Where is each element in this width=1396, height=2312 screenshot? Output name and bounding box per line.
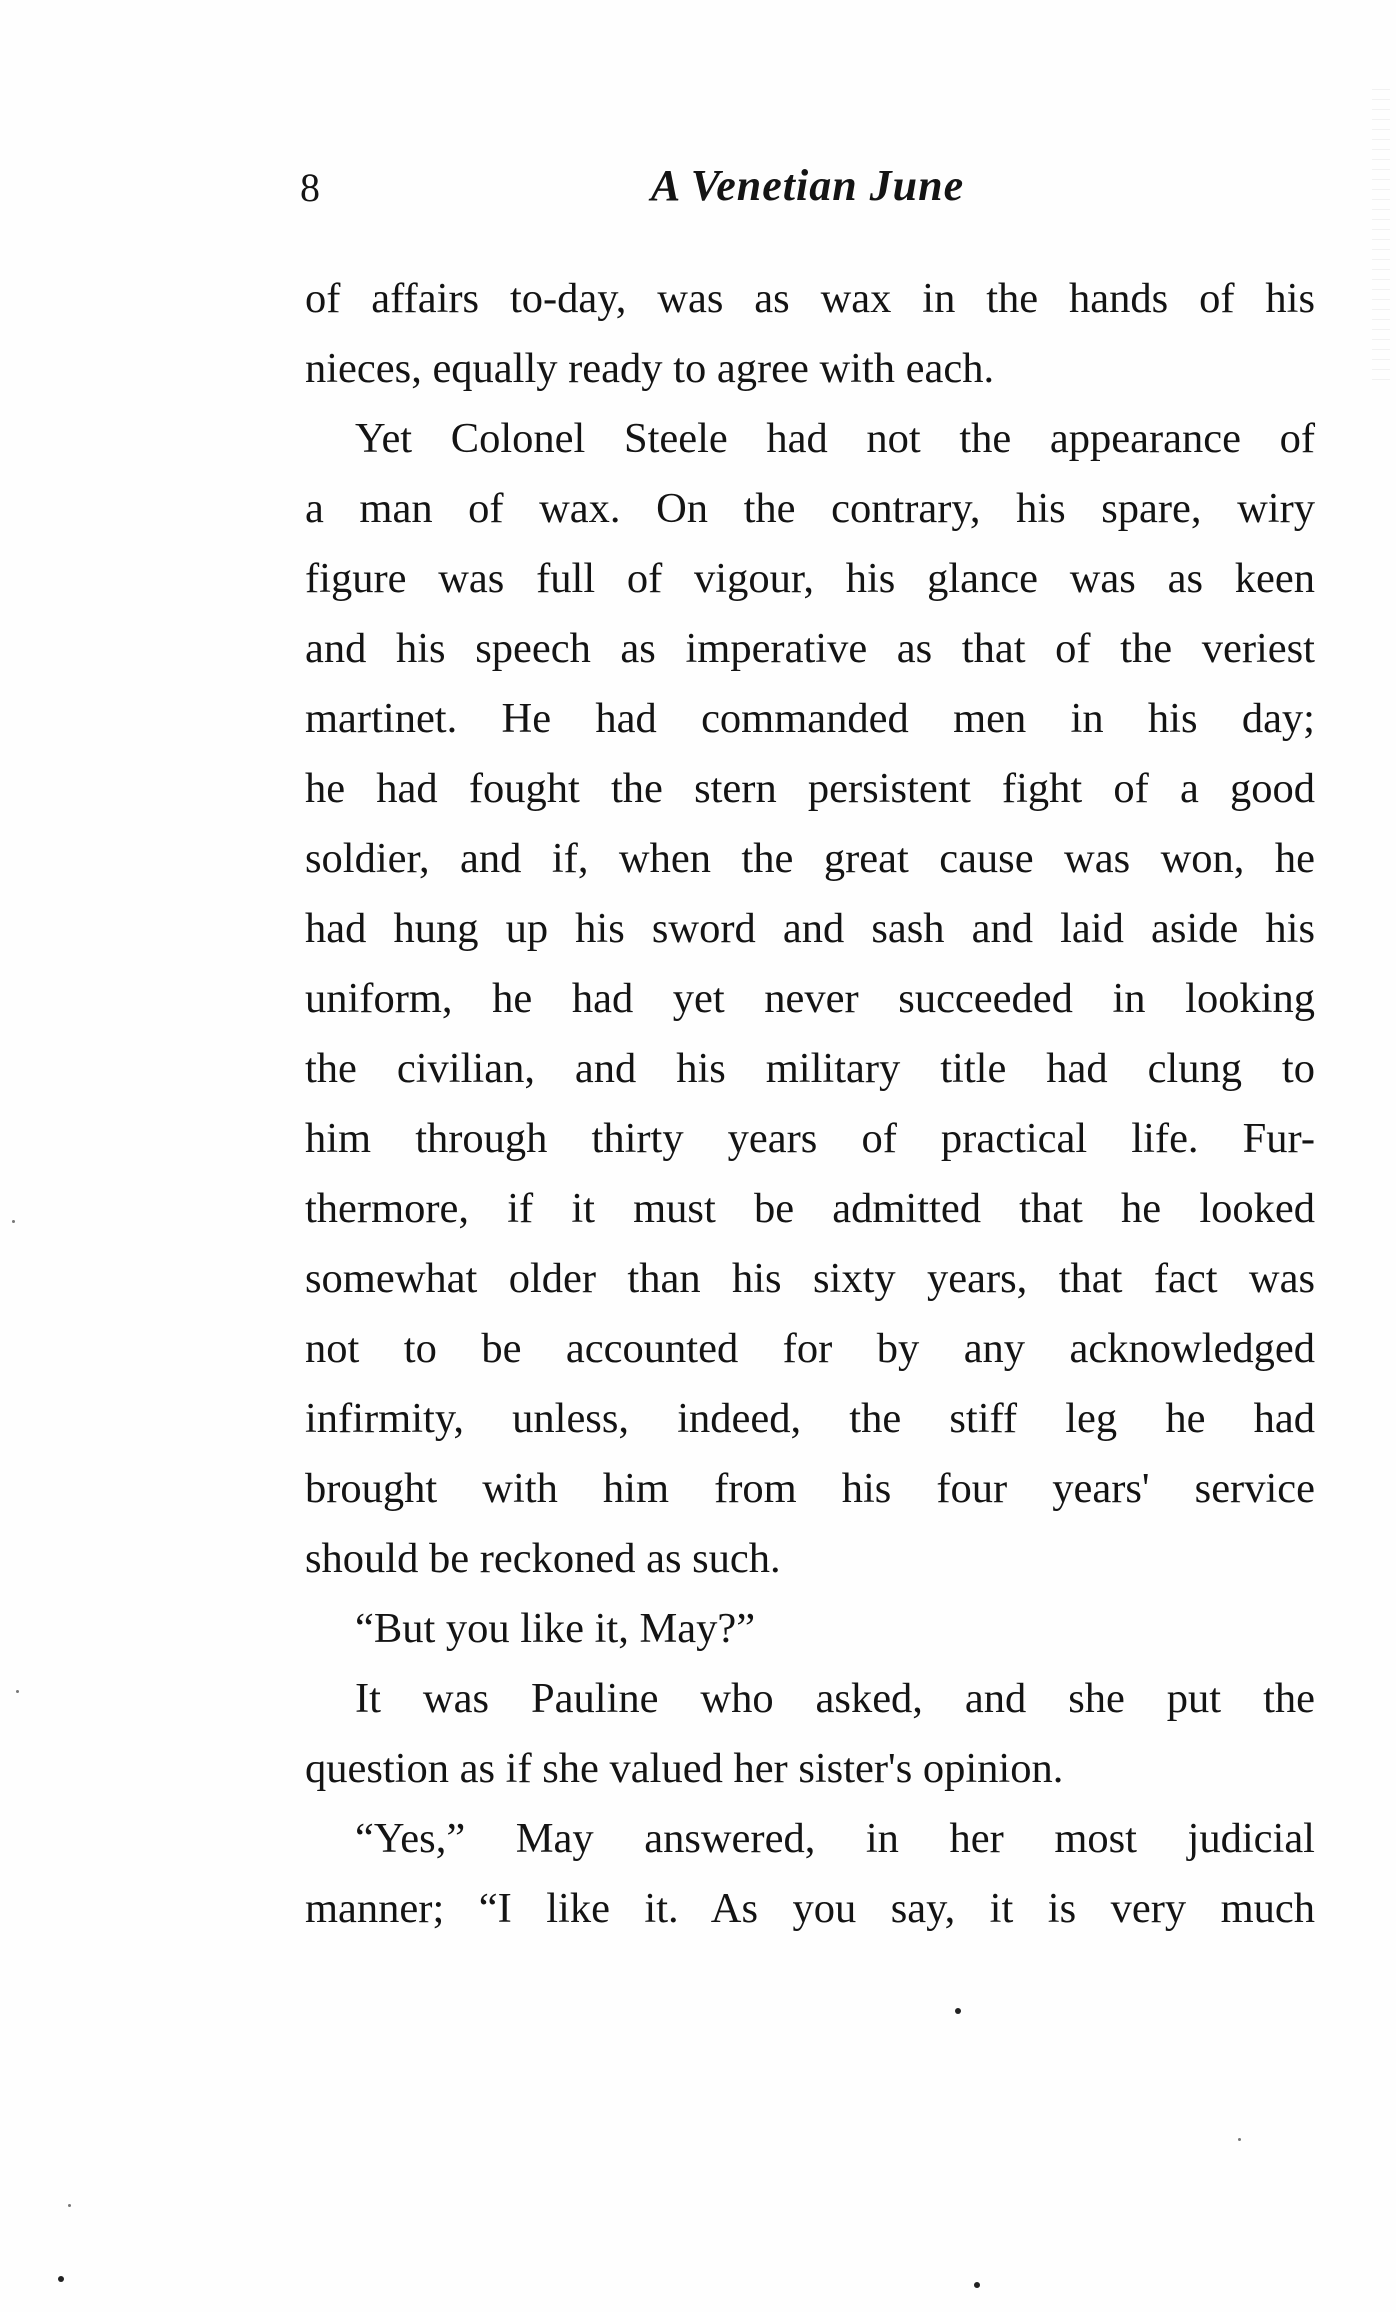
- text-line: of affairs to-day, was as wax in the hands of his: [305, 275, 1315, 322]
- ink-speck: [58, 2276, 64, 2282]
- page-number: 8: [300, 165, 320, 210]
- text-line: thermore, if it must be admitted that he looked: [305, 1185, 1315, 1232]
- ink-speck: [1238, 2138, 1241, 2141]
- ink-speck: [16, 1690, 19, 1693]
- text-line: he had fought the stern persistent fight of a good: [305, 765, 1315, 812]
- paragraph-first-line: It was Pauline who asked, and she put the: [355, 1675, 1315, 1722]
- page-header: [300, 160, 1315, 220]
- text-line: and his speech as imperative as that of the veriest: [305, 625, 1315, 672]
- text-line: manner; “I like it. As you say, it is very much: [305, 1885, 1315, 1932]
- running-title: A Venetian June: [650, 161, 965, 210]
- text-line: uniform, he had yet never succeeded in looking: [305, 975, 1315, 1022]
- text-line: question as if she valued her sister's opinion.: [305, 1745, 1064, 1792]
- page-edge-texture: [1372, 80, 1390, 380]
- paragraph-first-line: Yet Colonel Steele had not the appearance of: [355, 415, 1315, 462]
- ink-speck: [955, 2008, 961, 2014]
- text-line: the civilian, and his military title had clung to: [305, 1045, 1315, 1092]
- text-line: nieces, equally ready to agree with each.: [305, 345, 995, 392]
- text-line: brought with him from his four years' service: [305, 1465, 1315, 1512]
- paragraph-first-line: “But you like it, May?”: [355, 1605, 756, 1652]
- text-line: figure was full of vigour, his glance was as keen: [305, 555, 1315, 602]
- ink-speck: [68, 2204, 71, 2207]
- text-line: had hung up his sword and sash and laid aside his: [305, 905, 1315, 952]
- text-line: infirmity, unless, indeed, the stiff leg he had: [305, 1395, 1315, 1442]
- body-text: [305, 264, 1315, 1944]
- ink-speck: [12, 1220, 15, 1223]
- text-line: martinet. He had commanded men in his day;: [305, 695, 1315, 742]
- text-line: should be reckoned as such.: [305, 1535, 781, 1582]
- text-line: a man of wax. On the contrary, his spare, wiry: [305, 485, 1315, 532]
- ink-speck: [974, 2282, 980, 2288]
- text-line: not to be accounted for by any acknowledged: [305, 1325, 1315, 1372]
- text-line: somewhat older than his sixty years, that fact was: [305, 1255, 1315, 1302]
- paragraph-first-line: “Yes,” May answered, in her most judicial: [355, 1815, 1315, 1862]
- text-line: him through thirty years of practical life. Fur-: [305, 1115, 1315, 1162]
- text-line: soldier, and if, when the great cause was won, he: [305, 835, 1315, 882]
